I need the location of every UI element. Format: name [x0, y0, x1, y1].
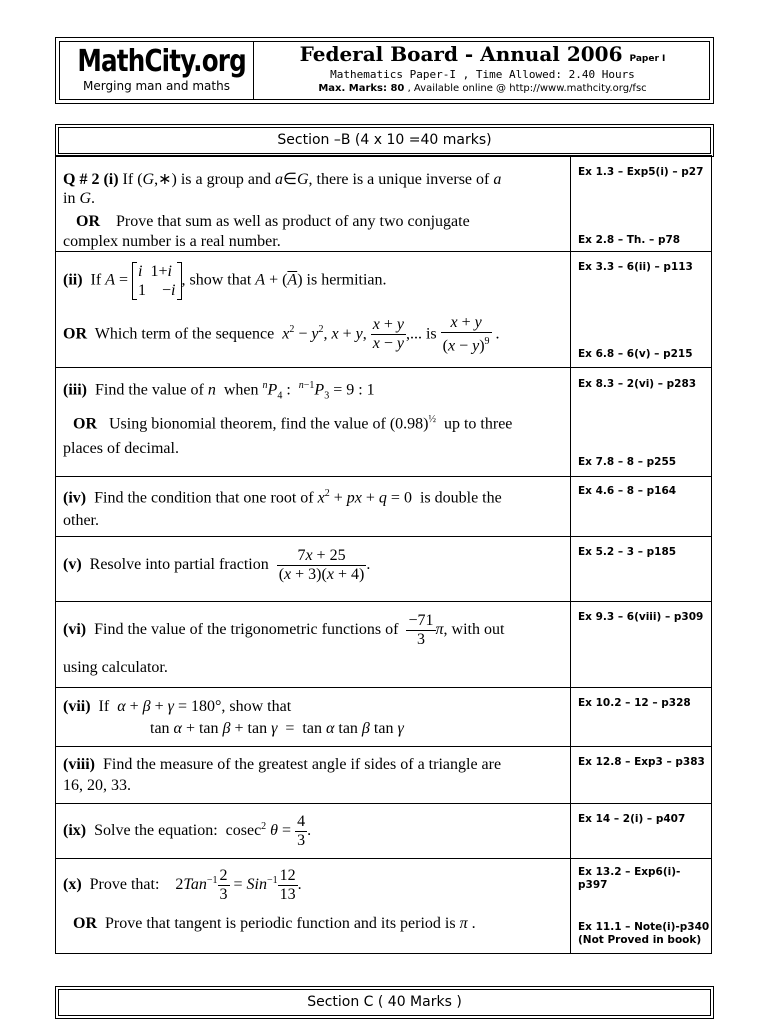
question-cell: Q # 2 (i) If (G,∗) is a group and a∈G, there is a unique inverse of a in G. OR Prove that sum as well as product of any two conjugate complex number is a real number.: [56, 156, 571, 252]
page-title: Federal Board - Annual 2006 Paper I: [299, 42, 666, 66]
table-row: [56, 688, 712, 747]
table-row: [56, 804, 712, 859]
title-cell: [256, 42, 709, 99]
header-box: [55, 37, 714, 104]
table-row: [56, 859, 712, 954]
logo-cell: [60, 42, 254, 99]
question-cell: (x) Prove that: 2Tan$^{-1}$ $\frac{2}{3}$ = Sin$^{-1}$ $\frac{12}{13}$ . OR Prove that tangent is periodic function and its period is π .: [56, 859, 571, 954]
reference-cell: Ex 1.3 – Exp5(i) – p27 Ex 2.8 – Th. – p78: [571, 156, 712, 252]
section-c-header: Section C ( 40 Marks ): [55, 986, 714, 1019]
tagline: Merging man and maths: [83, 79, 230, 93]
question-cell: (iii) Find the value of n when $^nP_4$ : $^{n-1}P_3 = 9$ : 1 OR Using bionomial theorem, find the value of $(0.98)^{\frac{1}{2}}$ up to three places of decimal.: [56, 368, 571, 477]
questions-table: [55, 155, 712, 954]
section-b-header: Section –B (4 x 10 =40 marks): [55, 124, 714, 157]
table-row: [56, 156, 712, 252]
reference-cell: Ex 12.8 – Exp3 – p383: [571, 747, 712, 804]
question-cell: (ii) If A = i 1+i 1 −i , show that $A + (\overline{A})$ is hermitian. OR Which term of the sequence $x^2 - y^2$, x + y, $\frac{x + y}{x - y}$ ,... is $\frac{x + y}{(x - y)^9}$ .: [56, 252, 571, 368]
question-cell: (iv) Find the condition that one root of $x^2$ + px + q = 0 is double the other.: [56, 477, 571, 537]
table-row: [56, 747, 712, 804]
question-cell: (v) Resolve into partial fraction $\frac{7x + 25}{(x + 3)(x + 4)}$ .: [56, 537, 571, 602]
reference-cell: Ex 9.3 – 6(viii) – p309: [571, 602, 712, 688]
question-cell: (vii) If α + β + γ = 180°, show that tan α + tan β + tan γ = tan α tan β tan γ: [56, 688, 571, 747]
question-cell: (vi) Find the value of the trigonometric functions of $\frac{-71}{3}$ π, with out using calculator.: [56, 602, 571, 688]
reference-cell: Ex 8.3 – 2(vi) – p283 Ex 7.8 – 8 – p255: [571, 368, 712, 477]
subtitle: Mathematics Paper-I , Time Allowed: 2.40 Hours: [330, 68, 635, 81]
table-row: [56, 477, 712, 537]
marks-line: Max. Marks: 80 , Available online @ http://www.mathcity.org/fsc: [318, 83, 647, 94]
logo: MathCity.org: [77, 44, 246, 79]
table-row: [56, 602, 712, 688]
reference-cell: Ex 4.6 – 8 – p164: [571, 477, 712, 537]
reference-cell: Ex 5.2 – 3 – p185: [571, 537, 712, 602]
reference-cell: Ex 14 – 2(i) – p407: [571, 804, 712, 859]
question-cell: (viii) Find the measure of the greatest angle if sides of a triangle are 16, 20, 33.: [56, 747, 571, 804]
table-row: [56, 537, 712, 602]
table-row: [56, 252, 712, 368]
table-row: [56, 368, 712, 477]
reference-cell: Ex 10.2 – 12 – p328: [571, 688, 712, 747]
reference-cell: Ex 13.2 – Exp6(i)- p397 Ex 11.1 – Note(i)-p340 (Not Proved in book): [571, 859, 712, 954]
reference-cell: Ex 3.3 – 6(ii) – p113 Ex 6.8 – 6(v) – p215: [571, 252, 712, 368]
paper-label: Paper I: [629, 54, 666, 64]
question-cell: (ix) Solve the equation: cosec$^2$ θ = $\frac{4}{3}$ .: [56, 804, 571, 859]
